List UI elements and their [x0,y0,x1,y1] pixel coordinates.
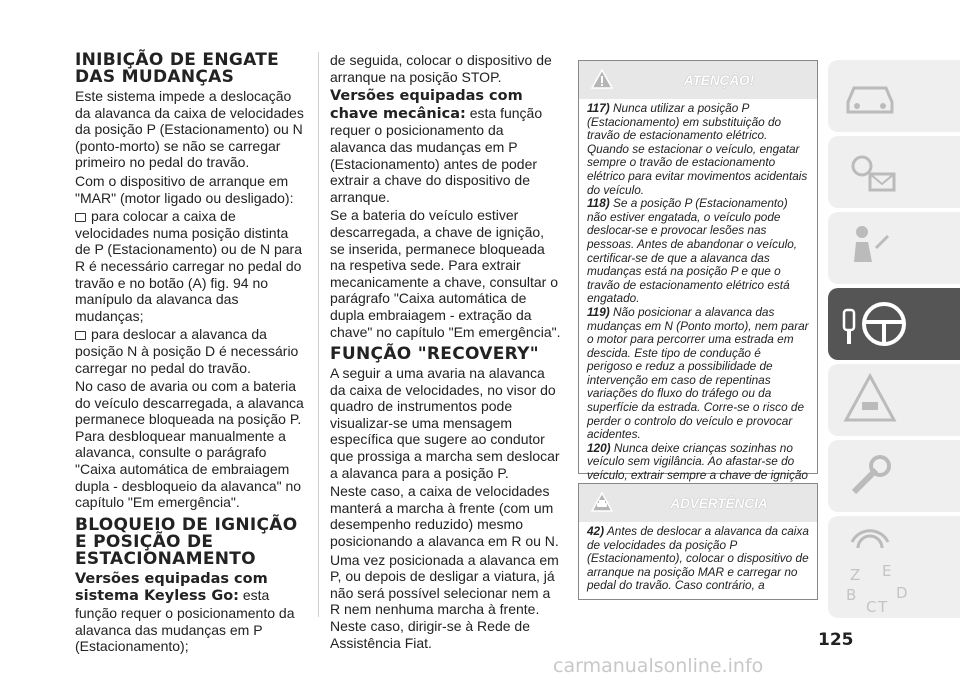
car-advisory-icon [591,492,613,512]
index-letter: B [846,586,857,604]
tab-road-hazard[interactable] [828,364,960,436]
warning-box-header [579,61,817,99]
bullet-item: para colocar a caixa de velocidades numa posição distinta de P (Estacionamento) ou de N para R é necessário carregar no pedal do travão e no botão (A) fig. 94 no manípulo da alavanca das mudanças; [75,208,302,324]
tab-index[interactable] [828,556,960,618]
bullet-icon [75,331,86,340]
warning-triangle-icon [591,69,613,89]
paragraph: Uma vez posicionada a alavanca em P, ou depois de desligar a viatura, já não será possível selecionar nem a R nem nenhuma marcha à frente. Neste caso, dirigir-se à Rede de Assistência Fiat. [330,551,559,651]
advisory-title: ADVERTÊNCIA [670,496,768,511]
index-letter: Z [850,566,861,584]
column-divider [318,52,319,617]
page-number: 125 [818,630,854,650]
bullet-item: para deslocar a alavanca da posição N à posição D é necessário carregar no pedal do travão. [75,326,299,376]
index-letter: C [866,598,877,616]
advisory-item: 42) Antes de deslocar a alavanca da caixa de velocidades da posição P (Estacionamento), colocar o dispositivo de arranque na posição MAR e carregar no pedal do travão. Caso contrário, a [587,524,809,593]
paragraph: Neste caso, a caixa de velocidades manterá a marcha à frente (com um desempenho reduzido) mesmo posicionando a alavanca em R ou N. [330,483,559,550]
warning-lights-icon [840,142,900,202]
key-steering-wheel-icon [840,294,920,354]
middle-column: de seguida, colocar o dispositivo de arranque na posição STOP. Versões equipadas com chave mecânica: esta função requer o posicionamento da alavanca das mudanças em P (Estacionamento) antes de poder extrair a chave do dispositivo de arranque. Se a bateria do veículo estiver descarregada, a chave de ignição, se inserida, permanece bloqueada na respetiva sede. Para extrair mecanicamente a chave, consultar o parágrafo "Caixa automática de dupla embraiagem - extração da chave" no capítulo "Em emergência". FUNÇÃO "RECOVERY" A seguir a uma avaria na alavanca da caixa de velocidades, no visor do quadro de instrumentos pode visualizar-se uma mensagem específica que sugere ao condutor que prossiga a marcha sem deslocar a alavanca para a posição P. Neste caso, a caixa de velocidades manterá a marcha à frente (com um desempenho reduzido) mesmo posicionando a alavanca em R ou N. Uma vez posicionada a alavanca em P, ou depois de desligar a viatura, já não será possível selecionar nem a R nem nenhuma marcha à frente. Neste caso, dirigir-se à Rede de Assistência Fiat. [330,52,561,651]
warning-item: 118) Se a posição P (Estacionamento) não estiver engatada, o veículo pode deslocar-se e provocar lesões nas pessoas. Antes de abandonar o veículo, certificar-se de que a alavanca das mudanças está na posição P e que o travão de estacionamento elétrico está engatado. [587,196,798,306]
paragraph: Se a bateria do veículo estiver descarregada, a chave de ignição, se inserida, permanece bloqueada na respetiva sede. Para extrair mecanicamente a chave, consultar o parágrafo "Caixa automática de dupla embraiagem - extração da chave" no capítulo "Em emergência". [330,207,561,340]
index-icon [840,562,930,622]
section-heading-gear-inhibit: INIBIÇÃO DE ENGATE DAS MUDANÇAS [75,50,280,87]
watermark: carmanualsonline.info [553,655,764,677]
paragraph: Com o dispositivo de arranque em "MAR" (motor ligado ou desligado): [75,172,294,206]
index-letter: D [896,584,908,602]
tab-key-steering[interactable] [828,288,960,360]
warning-item: 119) Não posicionar a alavanca das mudanças em N (Ponto morto), nem parar o motor para percorrer uma estrada em descida. Este tipo de condução é perigoso e reduz a possibilidade de intervenção em caso de repentinas variações do fluxo do tráfego ou da superfície da estrada. Corre-se o risco de perder o controlo do veículo e provocar acidentes. [587,304,809,442]
advisory-box-header [579,484,817,522]
warning-item: 117) Nunca utilizar a posição P (Estacionamento) em substituição do travão de estacionamento elétrico. Quando se estacionar o veículo, engatar sempre o travão de estacionamento elétrico para evitar movimentos acidentais do veículo. [587,101,808,197]
bullet-icon [75,213,86,222]
warning-body [579,99,817,499]
tab-warning-lights[interactable] [828,136,960,208]
subheading-keyless: Versões equipadas com sistema Keyless Go: [75,570,268,605]
section-heading-ignition-lock: BLOQUEIO DE IGNIÇÃO E POSIÇÃO DE ESTACIONAMENTO [75,514,298,569]
paragraph: No caso de avaria ou com a bateria do veículo descarregada, a alavanca permanece bloqueada na posição P. Para desbloquear manualmente a alavanca, consulte o parágrafo "Caixa automática de embraiagem dupla - desbloqueio da alavanca" no capítulo "Em emergência". [75,378,304,511]
seat-airbag-icon [840,218,900,278]
paragraph: Este sistema impede a deslocação da alavanca da caixa de velocidades da posição P (Estacionamento) ou N (ponto-morto) se não se carregar primeiro no pedal do travão. [75,88,304,171]
wrench-icon [840,446,900,506]
tab-seat-airbag[interactable] [828,212,960,284]
index-letter: T [878,598,888,616]
road-hazard-icon [840,370,900,430]
paragraph: de seguida, colocar o dispositivo de arranque na posição STOP. [330,52,552,85]
advisory-box [578,483,818,600]
warning-item: 120) Nunca deixe crianças sozinhas no veículo sem vigilância. Ao afastar-se do veículo, extrair sempre a chave de ignição [587,440,808,483]
advisory-body [579,522,817,596]
car-icon [840,66,900,126]
warning-box [578,60,818,483]
left-column: INIBIÇÃO DE ENGATE DAS MUDANÇAS Este sistema impede a deslocação da alavanca da caixa de velocidades da posição P (Estacionamento) ou N (ponto-morto) se não se carregar primeiro no pedal do travão. Com o dispositivo de arranque em "MAR" (motor ligado ou desligado): para colocar a caixa de velocidades numa posição distinta de P (Estacionamento) ou de N para R é necessário carregar no pedal do travão e no botão (A) fig. 94 no manípulo da alavanca das mudanças; para deslocar a alavanca da posição N à posição D é necessário carregar no pedal do travão. No caso de avaria ou com a bateria do veículo descarregada, a alavanca permanece bloqueada na posição P. Para desbloquear manualmente a alavanca, consulte o parágrafo "Caixa automática de embraiagem dupla - desbloqueio da alavanca" no capítulo "Em emergência". BLOQUEIO DE IGNIÇÃO E POSIÇÃO DE ESTACIONAMENTO Versões equipadas com sistema Keyless Go: esta função requer o posicionamento da alavanca das mudanças em P (Estacionamento); [75,52,307,657]
subheading-mechanical-key: Versões equipadas com chave mecânica: [330,88,523,122]
tab-car[interactable] [828,60,960,132]
section-heading-recovery: FUNÇÃO "RECOVERY" [330,344,539,365]
warning-title: ATENÇÃO! [683,73,755,88]
tab-wrench[interactable] [828,440,960,512]
index-letter: E [882,562,892,580]
paragraph: A seguir a uma avaria na alavanca da caixa de velocidades, no visor do quadro de instrumentos pode visualizar-se uma mensagem específica que sugere ao condutor que prossiga a marcha sem deslocar a alavanca para a posição P. [330,365,560,481]
